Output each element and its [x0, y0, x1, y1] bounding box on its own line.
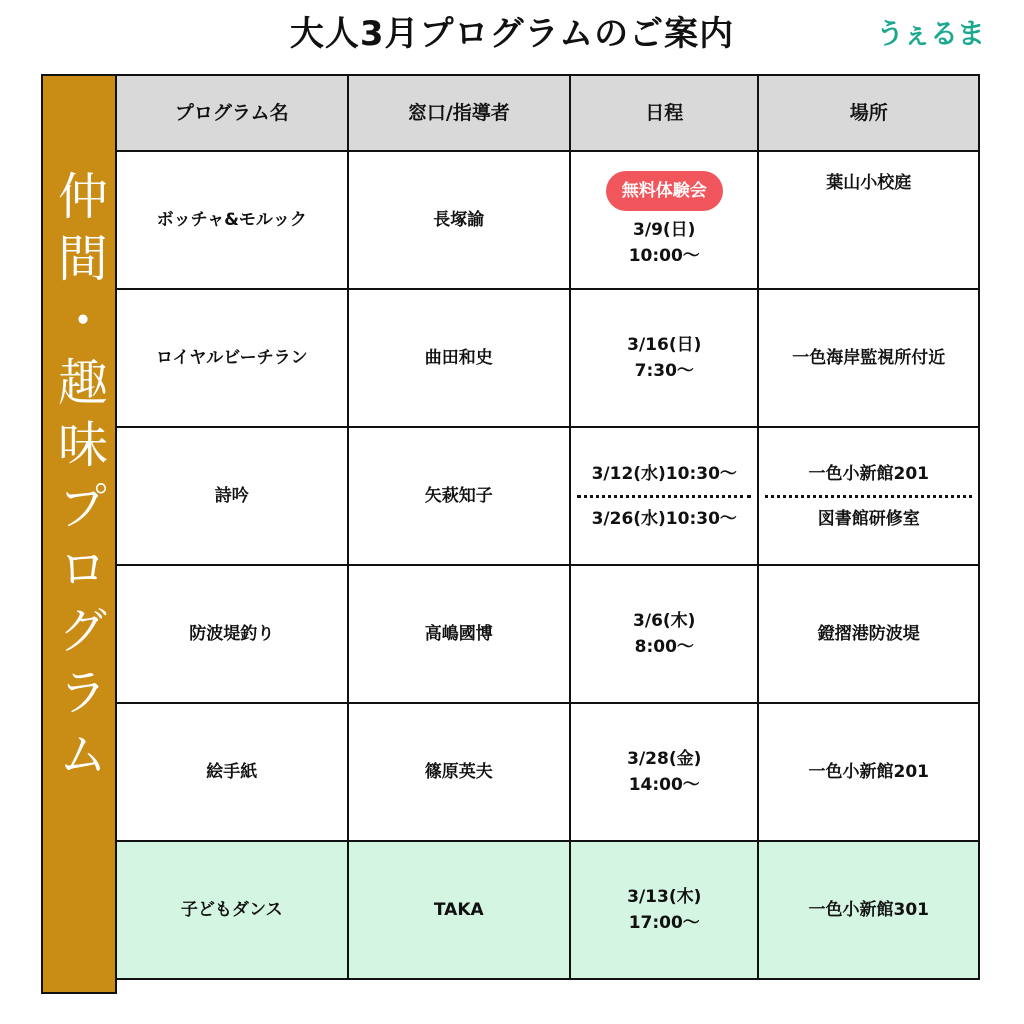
table-row — [116, 703, 979, 841]
place-text: 鐙摺港防波堤 — [817, 624, 920, 644]
schedule-cell — [570, 151, 758, 289]
dotted-divider — [577, 495, 751, 498]
dotted-divider — [765, 495, 972, 498]
table-row-highlighted — [116, 841, 979, 979]
free-trial-badge: 無料体験会 — [606, 171, 723, 211]
schedule-cell — [570, 703, 758, 841]
contact-cell: 曲田和史 — [348, 289, 571, 427]
program-name-cell: 子どもダンス — [116, 841, 348, 979]
program-name-cell: 詩吟 — [116, 427, 348, 565]
header-contact: 窓口/指導者 — [348, 75, 571, 151]
place-cell — [758, 427, 979, 565]
side-category-label: 仲間・趣味プログラム — [50, 170, 108, 790]
place-cell — [758, 289, 979, 427]
contact-cell: 矢萩知子 — [348, 427, 571, 565]
place-text: 一色小新館301 — [808, 900, 929, 920]
schedule-date: 3/13(木) — [627, 887, 702, 907]
contact-cell: 高嶋國博 — [348, 565, 571, 703]
table-row — [116, 427, 979, 565]
schedule-cell — [570, 427, 758, 565]
program-name-cell: 防波堤釣り — [116, 565, 348, 703]
table-row — [116, 565, 979, 703]
place-cell — [758, 151, 979, 289]
program-name-cell: ボッチャ&モルック — [116, 151, 348, 289]
schedule-date-second: 3/26(水)10:30～ — [591, 508, 737, 529]
schedule-cell — [570, 841, 758, 979]
schedule-time: 14:00～ — [628, 775, 700, 795]
program-table — [115, 74, 980, 980]
logo: うぇるま — [876, 17, 985, 50]
place-cell — [758, 703, 979, 841]
schedule-date: 3/28(金) — [627, 749, 702, 769]
side-category-band — [41, 74, 117, 994]
contact-cell: TAKA — [348, 841, 571, 979]
program-name-cell: 絵手紙 — [116, 703, 348, 841]
contact-cell: 篠原英夫 — [348, 703, 571, 841]
place-text-second: 図書館研修室 — [817, 508, 920, 529]
table-header-row — [116, 75, 979, 151]
schedule-time: 8:00～ — [634, 637, 694, 657]
schedule-cell — [570, 565, 758, 703]
place-text: 葉山小校庭 — [826, 173, 912, 193]
table-row — [116, 151, 979, 289]
schedule-date: 3/9(日) — [633, 220, 696, 240]
contact-cell: 長塚諭 — [348, 151, 571, 289]
schedule-cell — [570, 289, 758, 427]
place-cell — [758, 841, 979, 979]
header-place: 場所 — [758, 75, 979, 151]
place-text: 一色小新館201 — [808, 762, 929, 782]
place-text-first: 一色小新館201 — [808, 463, 929, 484]
schedule-date: 3/16(日) — [627, 335, 702, 355]
schedule-date-first: 3/12(水)10:30～ — [591, 463, 737, 484]
schedule-date: 3/6(木) — [633, 611, 696, 631]
schedule-time: 17:00～ — [628, 913, 700, 933]
place-cell — [758, 565, 979, 703]
schedule-time: 7:30～ — [634, 361, 694, 381]
schedule-time: 10:00～ — [628, 246, 700, 266]
program-name-cell: ロイヤルビーチラン — [116, 289, 348, 427]
header-program-name: プログラム名 — [116, 75, 348, 151]
table-row — [116, 289, 979, 427]
place-text: 一色海岸監視所付近 — [792, 348, 946, 368]
header-schedule: 日程 — [570, 75, 758, 151]
page-title: 大人3月プログラムのご案内 — [289, 14, 735, 54]
